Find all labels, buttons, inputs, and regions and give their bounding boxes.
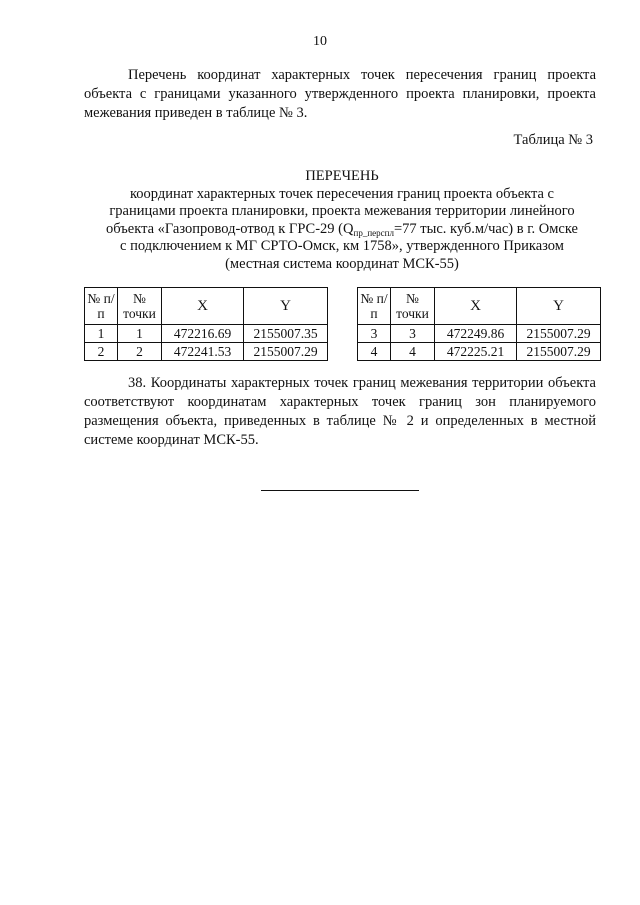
heading-line-2: границами проекта планировки, проекта межевания территории линейного: [109, 203, 575, 219]
heading-title: ПЕРЕЧЕНЬ: [305, 168, 379, 184]
table-heading: [86, 168, 598, 273]
table-row: [358, 325, 601, 343]
coordinates-table-right: [357, 287, 601, 361]
cell-x: 472216.69: [162, 325, 244, 343]
header-x: X: [162, 288, 244, 325]
paragraph-38: 38. Координаты характерных точек границ межевания территории объекта соответствуют координатам характерных точек границ зон планируемого размещения объекта, приведенных в таблице № 2 и определенных в местной системе координат МСК-55.: [84, 375, 596, 448]
table-header-row: [85, 288, 328, 325]
header-y: Y: [517, 288, 601, 325]
cell-num: 2: [85, 343, 118, 361]
cell-x: 472225.21: [435, 343, 517, 361]
cell-num: 3: [358, 325, 391, 343]
header-y: Y: [244, 288, 328, 325]
table-row: [358, 343, 601, 361]
cell-point: 2: [118, 343, 162, 361]
cell-x: 472241.53: [162, 343, 244, 361]
heading-line-3-pre: объекта «Газопровод-отвод к ГРС-29 (Q: [106, 220, 354, 237]
table-row: [85, 343, 328, 361]
cell-num: 1: [85, 325, 118, 343]
heading-line-4: с подключением к МГ СРТО-Омск, км 1758», утвержденного Приказом: [120, 238, 564, 254]
coordinates-table-left: [84, 287, 328, 361]
header-num: № п/п: [85, 288, 118, 325]
heading-line-1: координат характерных точек пересечения границ проекта объекта с: [129, 185, 554, 202]
header-x: X: [435, 288, 517, 325]
heading-line-3: [86, 221, 598, 239]
page-number: 10: [313, 34, 327, 49]
table-caption: Таблица № 3: [513, 132, 593, 148]
cell-y: 2155007.29: [517, 325, 601, 343]
cell-point: 1: [118, 325, 162, 343]
intro-paragraph: Перечень координат характерных точек пересечения границ проекта объекта с границами указанного утвержденного проекта планировки, проекта межевания приведен в таблице № 3.: [84, 67, 596, 121]
heading-line-5: (местная система координат МСК-55): [225, 255, 459, 272]
heading-line-3-post: =77 тыс. куб.м/час) в г. Омске: [393, 220, 578, 237]
cell-y: 2155007.35: [244, 325, 328, 343]
table-row: [85, 325, 328, 343]
table-header-row: [358, 288, 601, 325]
header-point: № точки: [391, 288, 435, 325]
heading-line-3-subscript: пр_перспл: [353, 227, 394, 238]
cell-point: 4: [391, 343, 435, 361]
cell-y: 2155007.29: [244, 343, 328, 361]
cell-point: 3: [391, 325, 435, 343]
cell-x: 472249.86: [435, 325, 517, 343]
cell-y: 2155007.29: [517, 343, 601, 361]
cell-num: 4: [358, 343, 391, 361]
end-divider: [261, 490, 419, 491]
header-num: № п/п: [358, 288, 391, 325]
header-point: № точки: [118, 288, 162, 325]
